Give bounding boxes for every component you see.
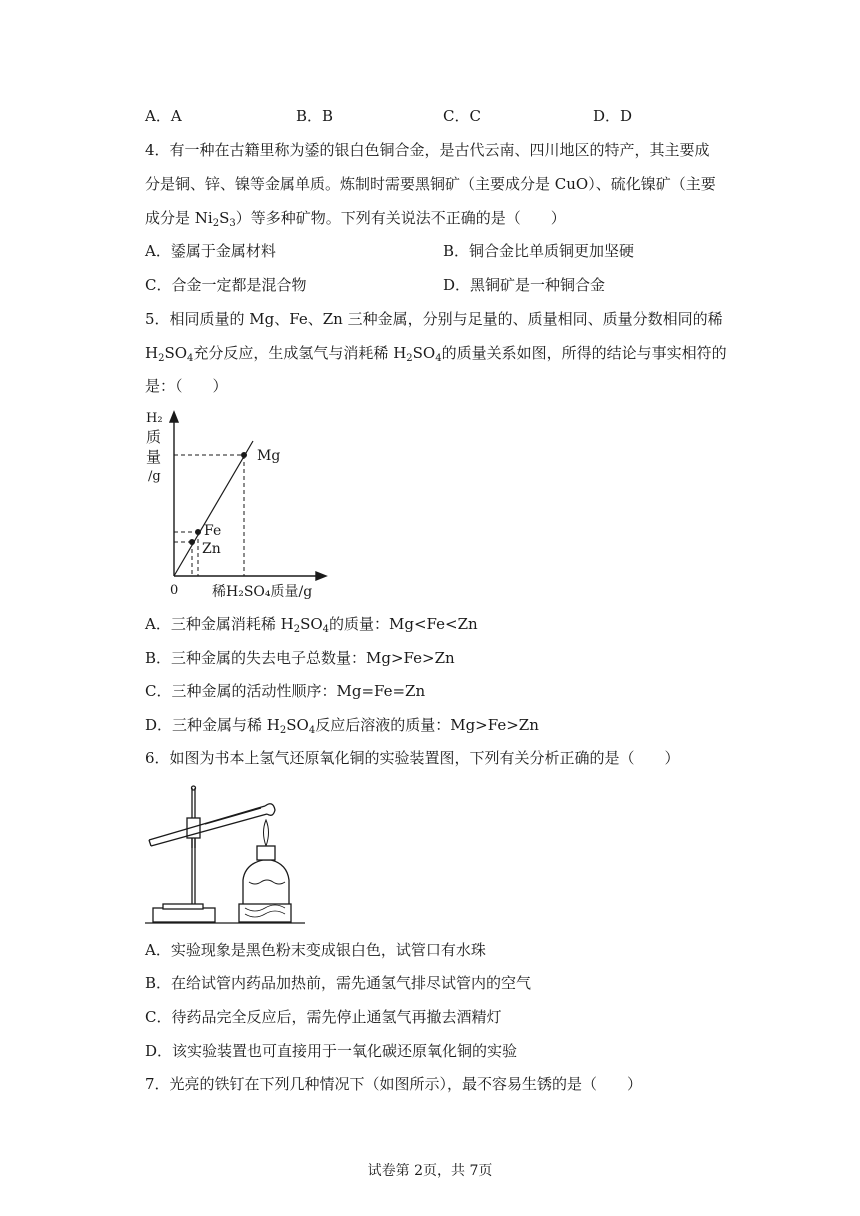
q5-a-mid: SO: [300, 615, 323, 633]
q5-d-s1: 2: [279, 725, 287, 736]
q3-option-b: B．B: [296, 107, 334, 125]
y-label-zhi: 质: [146, 428, 162, 446]
q6-option-b: B．在给试管内药品加热前，需先通氢气排尽试管内的空气: [145, 974, 532, 992]
q6-option-d: D．该实验装置也可直接用于一氧化碳还原氧化铜的实验: [145, 1042, 518, 1060]
q5-option-a: [145, 614, 478, 634]
y-label-unit: /g: [148, 469, 161, 484]
q4-stem-line3: [145, 208, 566, 228]
q4-line3-sub2: 3: [229, 218, 236, 229]
mg-label: Mg: [257, 448, 281, 464]
q5-d-pre: D．三种金属与稀 H: [145, 716, 280, 734]
q4-option-b: B．铜合金比单质铜更加坚硬: [443, 242, 635, 260]
q7-stem: 7．光亮的铁钉在下列几种情况下（如图所示），最不容易生锈的是（ ）: [145, 1075, 643, 1093]
q5-d-mid: SO: [286, 716, 309, 734]
q5-option-d: [145, 715, 539, 735]
page-footer: 试卷第 2页，共 7页: [367, 1163, 493, 1179]
q4-option-d: D．黑铜矿是一种铜合金: [443, 276, 606, 294]
q5-stem-line1: 5．相同质量的 Mg、Fe、Zn 三种金属，分别与足量的、质量相同、质量分数相同的稀: [145, 310, 723, 328]
y-axis-arrow: [170, 412, 178, 422]
q4-stem-line2: 分是铜、锌、镍等金属单质。炼制时需要黑铜矿（主要成分是 CuO）、硫化镍矿（主要: [145, 175, 716, 193]
stand-base: [153, 908, 215, 922]
origin-label: 0: [170, 583, 179, 598]
q3-option-a: A．A: [145, 107, 182, 125]
q5-l2-s3: 2: [406, 353, 413, 364]
q4-line3-mid: S: [219, 209, 230, 227]
q4-option-c: C．合金一定都是混合物: [145, 276, 307, 294]
y-label-h2: H₂: [146, 411, 163, 426]
q4-line3-sub1: 2: [212, 218, 220, 229]
q5-l2-d: SO: [412, 344, 436, 362]
q5-a-s1: 2: [293, 624, 301, 635]
q5-a-pre: A．三种金属消耗稀 H: [145, 615, 294, 633]
q3-option-d: D．D: [593, 107, 633, 125]
q3-option-c: C．C: [443, 107, 481, 125]
q5-l2-b: SO: [164, 344, 188, 362]
fe-point: [195, 529, 201, 535]
q5-option-b: B．三种金属的失去电子总数量：Mg>Fe>Zn: [145, 649, 455, 667]
zn-label: Zn: [202, 541, 221, 557]
q5-a-s2: 4: [322, 624, 330, 635]
q5-stem-line2: [145, 343, 727, 363]
q6-option-c: C．待药品完全反应后，需先停止通氢气再撤去酒精灯: [145, 1008, 502, 1026]
q5-l2-c: 充分反应，生成氢气与消耗稀 H: [193, 344, 407, 362]
q6-stem: 6．如图为书本上氢气还原氧化铜的实验装置图，下列有关分析正确的是（ ）: [145, 749, 680, 767]
zn-point: [189, 539, 195, 545]
fe-label: Fe: [204, 523, 222, 539]
q5-l2-a: H: [145, 344, 159, 362]
q6-option-a: A．实验现象是黑色粉末变成银白色，试管口有水珠: [145, 941, 486, 959]
q5-l2-s4: 4: [435, 353, 442, 364]
x-label: 稀H₂SO₄质量/g: [212, 584, 313, 600]
q4-line3-post: ）等多种矿物。下列有关说法不正确的是（ ）: [235, 209, 566, 227]
q4-line3-pre: 成分是 Ni: [145, 209, 213, 227]
q5-stem-line3: 是：（ ）: [145, 377, 228, 395]
q5-l2-s2: 4: [187, 353, 194, 364]
q4-stem-line1: 4．有一种在古籍里称为鋈的银白色铜合金，是古代云南、四川地区的特产，其主要成: [145, 141, 710, 159]
q5-l2-e: 的质量关系如图，所得的结论与事实相符的: [441, 344, 727, 362]
q6-apparatus-figure: [145, 780, 305, 925]
q4-option-a: A．鋈属于金属材料: [145, 242, 276, 260]
x-axis-arrow: [316, 572, 326, 580]
q5-d-post: 反应后溶液的质量：Mg>Fe>Zn: [315, 716, 539, 734]
q5-a-post: 的质量：Mg<Fe<Zn: [329, 615, 478, 633]
mg-point: [241, 452, 247, 458]
y-label-liang: 量: [146, 448, 162, 466]
q5-option-c: C．三种金属的活动性顺序：Mg=Fe=Zn: [145, 682, 426, 700]
q5-figure: [140, 408, 340, 603]
q5-d-s2: 4: [308, 725, 316, 736]
q5-l2-s1: 2: [158, 353, 165, 364]
